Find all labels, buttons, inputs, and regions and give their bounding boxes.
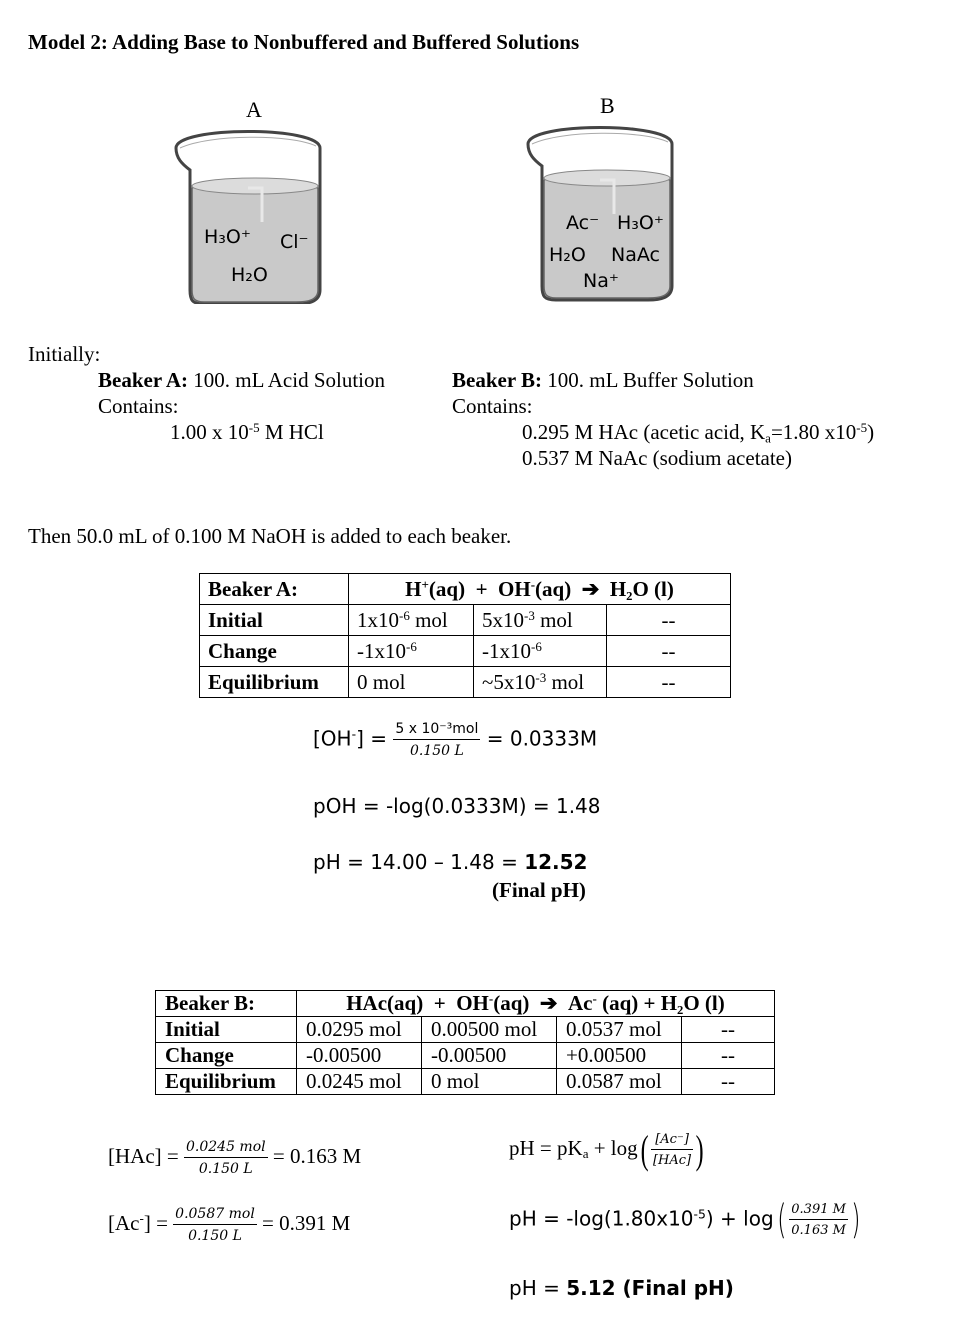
table-a-header: Beaker A: — [200, 574, 349, 605]
reaction-arrow-icon: ➔ — [539, 991, 558, 1015]
beaker-b-contents-line2: 0.537 M NaAc (sodium acetate) — [522, 446, 792, 470]
beaker-a-contains: Contains: — [98, 394, 179, 418]
table-b-header: Beaker B: — [156, 991, 297, 1017]
table-row: Change $-1x10^{-6}$ $-1x10^{-6}$ -- — [200, 636, 731, 667]
table-a-equation: H+(aq) + OH-(aq) ➔ H₂O (l) — [349, 574, 731, 605]
henderson-hasselbalch-equation: pH = $pK_a + \log$( $\frac{[Ac^-]}{\text{[HAc]}}$ ) — [509, 1127, 704, 1172]
table-row: Equilibrium 0.0245 mol 0 mol 0.0587 mol -- — [156, 1069, 775, 1095]
table-row — [200, 574, 731, 605]
beaker-b-desc: 100. mL Buffer Solution — [547, 368, 754, 392]
table-row: Change -0.00500 -0.00500 +0.00500 -- — [156, 1043, 775, 1069]
beaker-a-species-cl: Cl⁻ — [280, 231, 309, 253]
poh-calculation: pOH = -log(0.0333M) = 1.48 — [313, 794, 601, 818]
ac-concentration-equation: [Ac-] = $\frac{\text{0.0587 mol}}{0.150 L}$ = 0.391 M — [108, 1206, 351, 1244]
beaker-b-description — [452, 368, 754, 393]
table-b-equation: HAc(aq) + OH-(aq) ➔ Ac- (aq) + H₂O (l) — [297, 991, 775, 1017]
beaker-a-label: A — [246, 97, 262, 122]
beaker-b-contents-line1: 0.295 M HAc (acetic acid, $K_a=1.80$ $x10^{-5}$) — [522, 419, 875, 446]
beaker-b-heading: Beaker B: — [452, 368, 543, 392]
ice-table-beaker-b — [155, 990, 775, 1095]
hac-concentration-equation: [HAc] = $\frac{\text{0.0245 mol}}{0.150 L}$ = 0.163 M — [108, 1139, 362, 1177]
initially-label: Initially: — [28, 342, 101, 366]
then-statement: Then 50.0 mL of 0.100 M NaOH is added to each beaker. — [28, 524, 512, 548]
ice-table-beaker-a — [199, 573, 731, 698]
beaker-a-description — [98, 368, 385, 393]
beaker-b-species-h2o: H₂O — [549, 244, 586, 266]
oh-concentration-equation: [OH-] = $\frac{\text{5 x 10⁻³mol}}{0.150 L}$ = 0.0333M — [313, 721, 598, 759]
beaker-b-contains: Contains: — [452, 394, 533, 418]
beaker-b-species-na: Na⁺ — [583, 270, 619, 292]
beaker-a-contents: 1.00 x $10^{-5}$ M HCl — [170, 419, 324, 444]
reaction-arrow-icon: ➔ — [581, 576, 600, 601]
final-ph-label-a: (Final pH) — [492, 878, 586, 902]
beaker-a-species-h3o: H₃O⁺ — [204, 226, 251, 248]
beaker-b-species-h3o: H₃O⁺ — [617, 212, 664, 234]
table-row: Equilibrium 0 mol $\sim 5x10^{-3}$ mol -- — [200, 667, 731, 698]
table-row: Initial 0.0295 mol 0.00500 mol 0.0537 mol -- — [156, 1017, 775, 1043]
table-row: Initial $1x10^{-6}$ mol $5x10^{-3}$ mol -- — [200, 605, 731, 636]
beaker-a-species-h2o: H₂O — [231, 264, 268, 286]
beaker-a-heading: Beaker A: — [98, 368, 189, 392]
beaker-b-label: B — [600, 93, 615, 118]
page-title: Model 2: Adding Base to Nonbuffered and Buffered Solutions — [28, 30, 580, 54]
final-ph-b: pH = 5.12 (Final pH) — [509, 1276, 734, 1300]
table-row — [156, 991, 775, 1017]
beaker-b-species-naac: NaAc — [611, 244, 660, 266]
beaker-b-species-ac: Ac⁻ — [566, 212, 600, 234]
beaker-a-desc: 100. mL Acid Solution — [193, 368, 386, 392]
ph-substitution: pH = $-\log(1.80x10^{-5}) + \log$( $\frac{0.391 M}{0.163 M}$ ) — [509, 1197, 861, 1243]
ph-calculation-a: pH = 14.00 – 1.48 = 12.52 — [313, 850, 588, 874]
